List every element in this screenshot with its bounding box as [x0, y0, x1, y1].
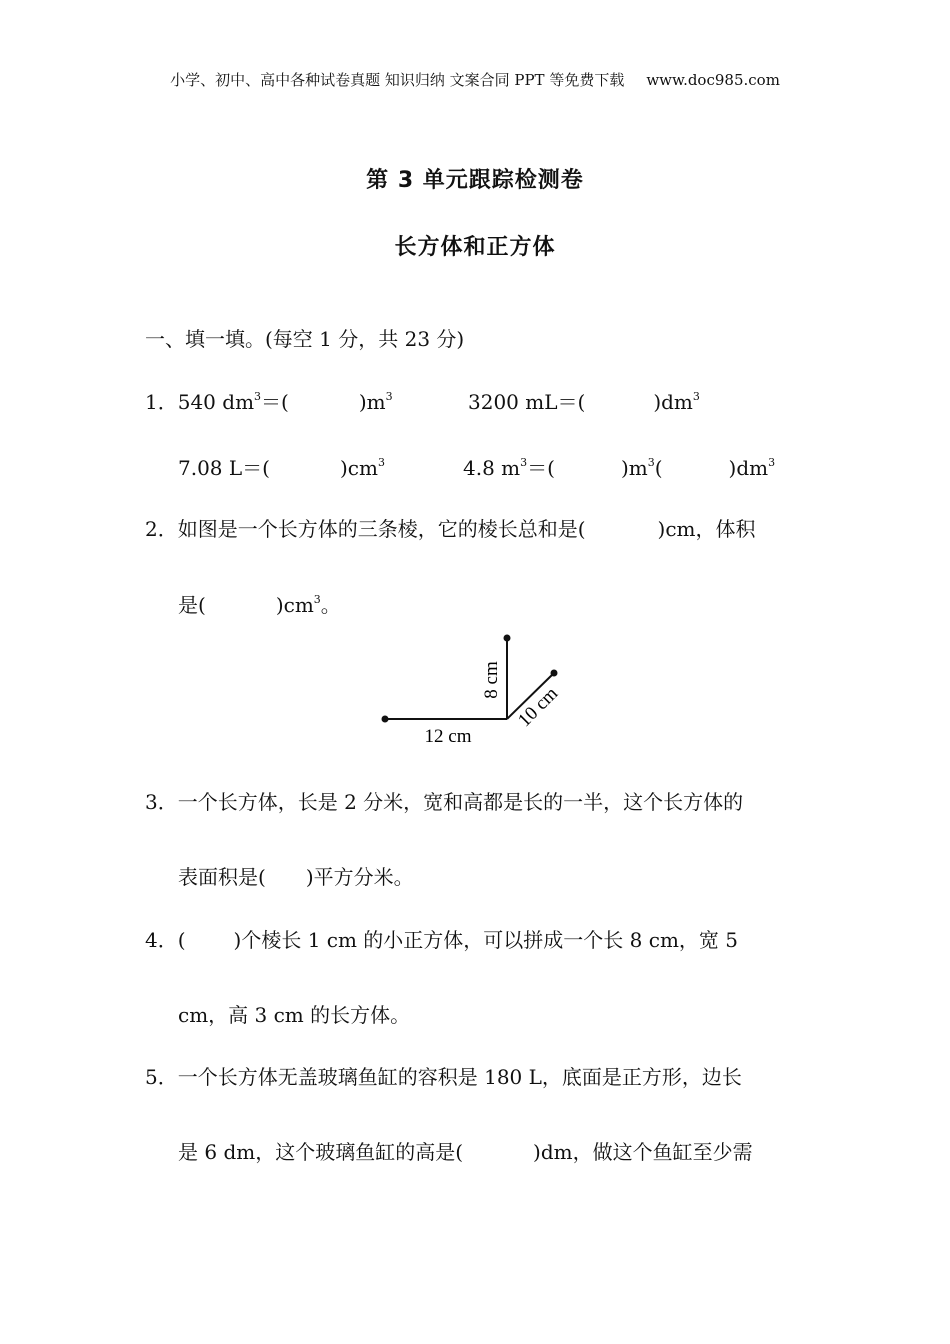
q2-period: 。	[320, 593, 341, 617]
q4-text-2: cm，高 3 cm 的长方体。	[178, 1003, 411, 1027]
question-1-line-2	[178, 452, 385, 481]
exponent: 3	[377, 456, 385, 469]
q1-d-text: 4.8 m	[463, 456, 521, 480]
cuboid-edges-figure	[370, 628, 580, 758]
q2-text-2: )cm，体积	[657, 517, 756, 541]
page-title: 第 3 单元跟踪检测卷	[366, 168, 584, 193]
q3-text: 一个长方体，长是 2 分米，宽和高都是长的一半，这个长方体的	[177, 790, 744, 814]
header-text: 小学、初中、高中各种试卷真题 知识归纳 文案合同 PPT 等免费下载	[170, 71, 625, 89]
q2-text-3: 是(	[178, 593, 206, 617]
q1-a-unit: )m	[358, 390, 386, 414]
question-1-line-1b	[468, 386, 700, 415]
q1-d-paren: (	[654, 456, 663, 480]
q5-text-2: 是 6 dm，这个玻璃鱼缸的高是(	[178, 1140, 464, 1164]
page-subtitle: 长方体和正方体	[394, 235, 556, 260]
q4-paren: (	[177, 928, 186, 952]
question-number: 4．	[145, 928, 178, 952]
q1-a-text: 540 dm	[177, 390, 255, 414]
q1-d-unit-2: )dm	[728, 456, 769, 480]
q1-c-unit: )cm	[339, 456, 378, 480]
q1-a-eq: ＝(	[261, 390, 289, 414]
question-2-line-1	[145, 513, 756, 542]
edge-endpoint	[382, 716, 389, 723]
exponent: 3	[313, 593, 321, 606]
question-number: 3．	[145, 790, 178, 814]
edge-endpoint	[551, 670, 558, 677]
edge-endpoint	[504, 635, 511, 642]
exponent: 3	[692, 390, 700, 403]
q3-text-2: 表面积是(	[178, 865, 266, 889]
question-1-line-2b	[463, 452, 775, 481]
q2-unit: )cm	[275, 593, 314, 617]
q5-text-3: )dm，做这个鱼缸至少需	[533, 1140, 753, 1164]
question-number: 2．	[145, 517, 178, 541]
q2-text: 如图是一个长方体的三条棱，它的棱长总和是(	[177, 517, 586, 541]
q4-text: )个棱长 1 cm 的小正方体，可以拼成一个长 8 cm，宽 5	[233, 928, 738, 952]
length-label: 12 cm	[424, 726, 472, 747]
question-2-line-2	[178, 589, 341, 618]
q1-d-unit: )m	[620, 456, 648, 480]
height-label: 8 cm	[481, 661, 502, 699]
width-label: 10 cm	[514, 683, 563, 732]
question-4-line-1	[145, 924, 738, 953]
q1-c-text: 7.08 L＝(	[178, 456, 270, 480]
page-header	[0, 69, 950, 90]
q1-b-unit: )dm	[653, 390, 693, 414]
exponent: 3	[520, 456, 528, 469]
section-heading: 一、填一填。(每空 1 分，共 23 分)	[145, 327, 465, 351]
q1-d-eq: ＝(	[527, 456, 555, 480]
question-4-line-2	[178, 999, 410, 1028]
q3-text-3: )平方分米。	[305, 865, 414, 889]
header-site: www.doc985.com	[646, 71, 780, 89]
exponent: 3	[254, 390, 262, 403]
exponent: 3	[647, 456, 655, 469]
q5-text: 一个长方体无盖玻璃鱼缸的容积是 180 L，底面是正方形，边长	[177, 1065, 742, 1089]
question-5-line-1	[145, 1061, 742, 1090]
question-1-line-1	[145, 386, 393, 415]
question-3-line-2	[178, 861, 414, 890]
exponent: 3	[385, 390, 393, 403]
q1-b-text: 3200 mL＝(	[468, 390, 586, 414]
question-number: 1．	[145, 390, 178, 414]
question-3-line-1	[145, 786, 743, 815]
exponent: 3	[768, 456, 776, 469]
question-5-line-2	[178, 1136, 753, 1165]
question-number: 5．	[145, 1065, 178, 1089]
